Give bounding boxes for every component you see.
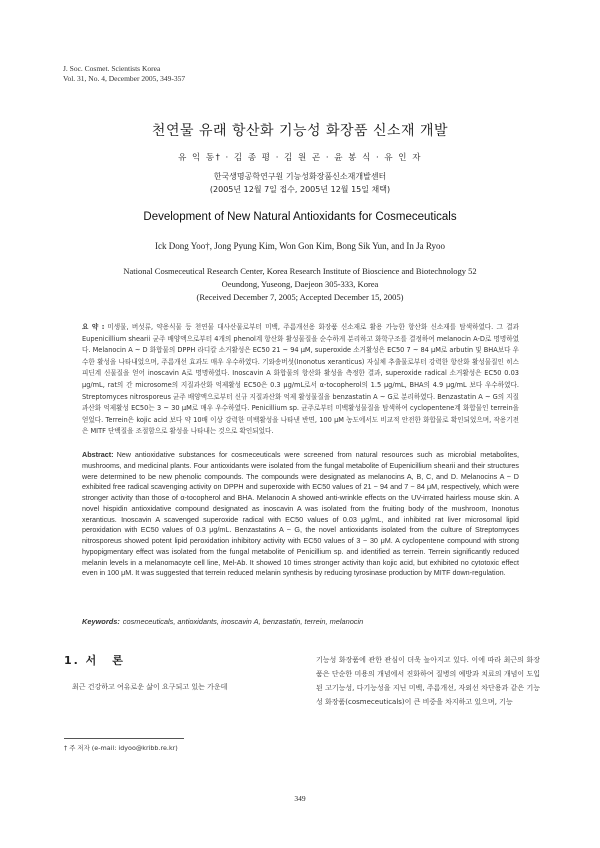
english-abstract-text: New antioxidative substances for cosmeceuticals were screened from natural resources such as microbial metabolites, mushrooms, and medicinal plants. Four antioxidants were isolated from the fungal metabolite of Eupenicillium shearii and their structures were determined to be new phenolic compounds. The compounds were designated as melanocins A, B, C, and D. Melanocins A ~ D exhibited free radical scavenging activity on DPPH and superoxide with EC50 values of 21 ~ 94 and 7 ~ 84 μM, respectively, which were stronger activity than those of α-tocopherol and BHA. Melanocin A showed anti-wrinkle effects on the UV-irrated hairless mouse skin. A novel hispidin antioxidative compound designated as inoscavin A was isolated from the fruiting body of the mushroom, Inonotus xeranticus. Inoscavin A scavenged superoxide radical with EC50 values of 0.03 μg/mL, and inhibited rat liver microsomal lipid peroxidation with EC50 values of 0.3 μg/mL. Benzastatins A ~ G, the novel antioxidants isolated from the culture of Streptomyces nitrosporeus showed potent lipid peroxidation inhibitory activity with EC50 values of 3 ~ 30 μM. A cyclopentene compound with strong hypopigmentary effect was isolated from the fungal metabolite of Penicillium sp. and identified as terrein. Terrein significantly reduced melanin levels in a melanomacyte cell line, Mel-Ab. It showed 10 times stronger activity than kojic acid, but exhibited no cytotoxic effect even in 100 μM. It was suggested that terrein reduced melanin synthesis by reducing tyrosinase production by MITF down-regulation. bbox=[82, 450, 519, 578]
korean-abstract-text: 미생물, 버섯류, 약용식물 등 천연물 대사산물로부터 미백, 주름개선용 화장품 신소재로 활용 가능한 항산화 신소재를 탐색하였다. 그 결과 Eupenicillium shearii 균주 배양액으로부터 4개의 phenol계 항산화 활성물질을 순수하게 분리하고 화학구조를 결정하여 melanocin A-D로 명명하였다. Melanocin A ~ D 화합물의 DPPH 라디칼 소거활성은 EC50 21 ~ 94 μM, superoxide 소거활성은 EC50 7 ~ 84 μM로 arbutin 및 BHA보다 우수한 활성을 나타내었으며, 주름개선 효과도 매우 우수하였다. 기와송버섯(Inonotus xeranticus) 자실체 추출물로부터 강력한 항산화 활성물질인 히스피딘계 신물질을 얻어 inoscavin A로 명명하였다. Inoscavin A 화합물의 항산화 활성을 측정한 결과, superoxide radical 소거활성은 EC50 0.03 μg/mL, rat의 간 microsome의 지질과산화 억제활성 EC50은 0.3 μg/mL로서 α-tocopherol의 1.5 μg/mL, BHA의 4.9 μg/mL 보다 우수하였다. Streptomyces nitrosporeus 균주 배양액으로부터 신규 지질과산화 억제 활성물질을 benzastatin A ~ G로 분리하였다. Benzastatin A ~ G의 지질과산화 억제활성 EC50는 3 ~ 30 μM로 매우 우수하였다. Penicillium sp. 균주로부터 미백활성물질을 탐색하여 cyclopentene계 화합물인 terrein을 얻었다. Terrein은 kojic acid 보다 약 10배 이상 강력한 미백활성을 나타낸 반면, 100 μM 농도에서도 비교적 안전한 화합물로 확인되었으며, 작용기전은 MITF 단백질을 조절함으로 활성을 나타내는 것으로 확인되었다. bbox=[82, 323, 519, 436]
english-affiliation-line2: Oeundong, Yuseong, Daejeon 305-333, Korea bbox=[221, 279, 379, 289]
page-number: 349 bbox=[294, 794, 306, 803]
keywords-label: Keywords: bbox=[82, 617, 120, 626]
korean-abstract bbox=[82, 322, 519, 438]
english-abstract-label: Abstract: bbox=[82, 450, 114, 459]
footnote: † 주 저자 (e-mail: idyoo@kribb.re.kr) bbox=[64, 744, 178, 752]
keywords bbox=[82, 617, 519, 626]
english-title: Development of New Natural Antioxidants for Cosmeceuticals bbox=[143, 211, 457, 223]
intro-right-column: 기능성 화장품에 관한 관심이 더욱 높아지고 있다. 이에 따라 최근의 화장품은 단순한 미용의 개념에서 진화하여 질병의 예방과 치료의 개념이 도입된 고기능성, 다기능성을 지닌 미백, 주름개선, 자외선 차단용과 같은 기능성 화장품(cosmeceuticals)이 큰 비중을 차지하고 있으며, 기능 bbox=[316, 656, 540, 707]
korean-authors: 유 익 동† · 김 종 평 · 김 원 곤 · 윤 봉 식 · 유 인 자 bbox=[178, 153, 422, 163]
korean-title: 천연물 유래 항산화 기능성 화장품 신소재 개발 bbox=[151, 123, 449, 139]
korean-affiliation-block bbox=[40, 170, 560, 196]
korean-affiliation: 한국생명공학연구원 기능성화장품신소재개발센터 bbox=[213, 172, 387, 181]
journal-volume: Vol. 31, No. 4, December 2005, 349-357 bbox=[63, 73, 186, 83]
english-affiliation-line1: National Cosmeceutical Research Center, Korea Research Institute of Bioscience and Biotechnology 52 bbox=[123, 266, 477, 276]
section-title: 론 bbox=[112, 654, 125, 667]
english-authors: Ick Dong Yoo†, Jong Pyung Kim, Won Gon Kim, Bong Sik Yun, and In Ja Ryoo bbox=[155, 241, 445, 251]
korean-abstract-label: 요 약 : bbox=[82, 323, 105, 331]
section-number: 1. 서 bbox=[64, 654, 99, 667]
journal-name: J. Soc. Cosmet. Scientists Korea bbox=[63, 64, 161, 73]
intro-left-column: 최근 건강하고 여유로운 삶이 요구되고 있는 가운데 bbox=[72, 683, 228, 691]
keywords-text: cosmeceuticals, antioxidants, inoscavin A, benzastatin, terrein, melanocin bbox=[122, 617, 364, 626]
footnote-divider bbox=[64, 738, 184, 739]
korean-dates: (2005년 12월 7일 접수, 2005년 12월 15일 채택) bbox=[209, 185, 391, 194]
english-dates: (Received December 7, 2005; Accepted December 15, 2005) bbox=[196, 292, 404, 302]
english-affiliation-block bbox=[40, 265, 560, 304]
journal-header bbox=[63, 64, 185, 83]
english-abstract bbox=[82, 450, 519, 579]
section-heading bbox=[64, 652, 125, 668]
